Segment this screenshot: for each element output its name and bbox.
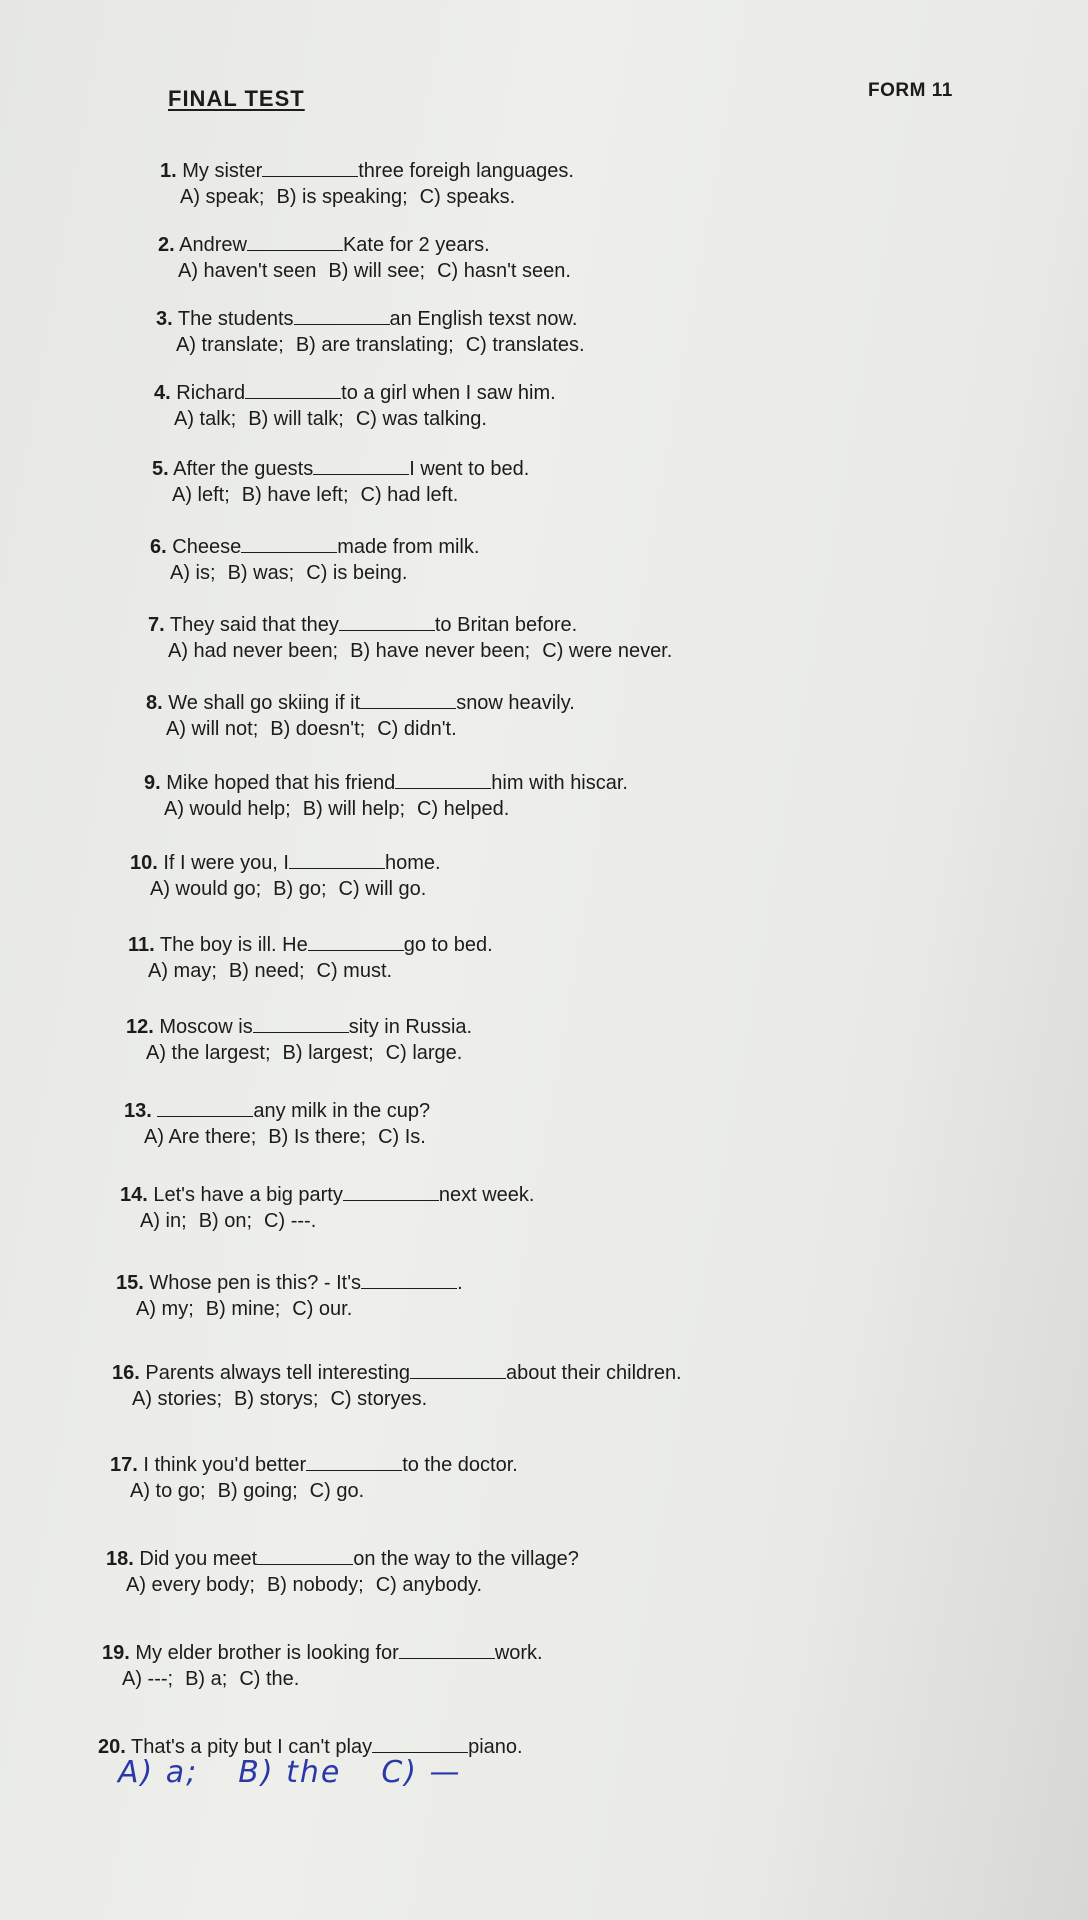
option-b[interactable]: B) mine; <box>205 1298 281 1320</box>
option-c[interactable]: C) hasn't seen. <box>437 260 571 282</box>
question-text-before: Richard <box>176 382 246 404</box>
question-number: 20. <box>98 1736 126 1758</box>
answer-blank[interactable] <box>399 1640 495 1659</box>
question-number: 12. <box>126 1016 154 1038</box>
answer-blank[interactable] <box>339 612 435 631</box>
question-text-after: work. <box>494 1642 543 1664</box>
option-c[interactable]: C) anybody. <box>375 1574 483 1596</box>
answer-blank[interactable] <box>157 1098 253 1117</box>
question-text-after: next week. <box>438 1184 535 1206</box>
option-a[interactable]: A) the largest; <box>146 1042 271 1064</box>
question-20 <box>98 1734 523 1790</box>
option-a[interactable]: A) Are there; <box>144 1126 257 1148</box>
question-number: 10. <box>130 852 158 874</box>
answer-blank[interactable] <box>395 770 491 789</box>
option-a[interactable]: A) is; <box>170 562 216 584</box>
question-text-before: We shall go skiing if it <box>168 692 361 714</box>
option-b[interactable]: B) will talk; <box>248 408 344 430</box>
option-b[interactable]: B) is speaking; <box>276 186 408 208</box>
option-a[interactable]: A) left; <box>172 484 230 506</box>
option-b[interactable]: B) going; <box>217 1480 298 1502</box>
option-c[interactable]: C) — <box>381 1755 462 1790</box>
question-8 <box>146 690 575 742</box>
option-c[interactable]: C) the. <box>239 1668 300 1690</box>
answer-blank[interactable] <box>360 690 456 709</box>
question-text-before: The boy is ill. He <box>159 934 308 956</box>
question-number: 16. <box>112 1362 140 1384</box>
option-b[interactable]: B) the <box>238 1755 342 1790</box>
option-c[interactable]: C) Is. <box>378 1126 426 1148</box>
question-2 <box>158 232 583 284</box>
question-text-before: Did you meet <box>139 1548 258 1570</box>
option-b[interactable]: B) will see; <box>328 260 426 282</box>
option-a[interactable]: A) my; <box>136 1298 194 1320</box>
question-text-after: sity in Russia. <box>348 1016 473 1038</box>
answer-blank[interactable] <box>294 306 390 325</box>
option-b[interactable]: B) largest; <box>282 1042 374 1064</box>
option-a[interactable]: A) every body; <box>126 1574 255 1596</box>
question-number: 13. <box>124 1100 152 1122</box>
answer-blank[interactable] <box>372 1734 468 1753</box>
option-a[interactable]: A) would help; <box>164 798 291 820</box>
option-b[interactable]: B) storys; <box>234 1388 319 1410</box>
question-text-before: That's a pity but I can't play <box>131 1736 373 1758</box>
question-text-after: him with hiscar. <box>491 772 628 794</box>
question-19 <box>102 1640 543 1692</box>
question-5 <box>152 456 529 508</box>
question-text-after: I went to bed. <box>409 458 530 480</box>
question-17 <box>110 1452 518 1504</box>
question-text-after: go to bed. <box>403 934 493 956</box>
option-c[interactable]: C) must. <box>316 960 393 982</box>
question-text-after: about their children. <box>505 1362 682 1384</box>
option-a[interactable]: A) talk; <box>174 408 237 430</box>
question-text-before: After the guests <box>173 458 314 480</box>
question-number: 18. <box>106 1548 134 1570</box>
option-a[interactable]: A) speak; <box>180 186 265 208</box>
question-text-before: The students <box>177 308 294 330</box>
option-c[interactable]: C) storyes. <box>330 1388 428 1410</box>
question-6 <box>150 534 479 586</box>
option-c[interactable]: C) large. <box>385 1042 463 1064</box>
answer-blank[interactable] <box>306 1452 402 1471</box>
question-text-before: If I were you, I <box>163 852 289 874</box>
question-12 <box>126 1014 474 1066</box>
handwritten-options <box>118 1755 523 1790</box>
option-b[interactable]: B) on; <box>198 1210 253 1232</box>
question-text-before: Parents always tell interesting <box>145 1362 410 1384</box>
option-c[interactable]: C) our. <box>292 1298 353 1320</box>
question-3 <box>156 306 597 358</box>
question-number: 17. <box>110 1454 138 1476</box>
question-text-after: on the way to the village? <box>353 1548 579 1570</box>
question-text-after: to Britan before. <box>434 614 578 636</box>
answer-blank[interactable] <box>247 232 343 251</box>
option-a[interactable]: A) haven't seen <box>178 260 317 282</box>
question-text-after: Kate for 2 years. <box>342 234 490 256</box>
question-text-before: My elder brother is looking for <box>135 1642 399 1664</box>
question-text-before: They said that they <box>169 614 339 636</box>
option-c[interactable]: C) translates. <box>465 334 585 356</box>
question-number: 3. <box>156 308 173 330</box>
option-a[interactable]: A) in; <box>140 1210 187 1232</box>
option-b[interactable]: B) go; <box>273 878 327 900</box>
option-b[interactable]: B) doesn't; <box>270 718 366 740</box>
question-number: 14. <box>120 1184 148 1206</box>
question-number: 1. <box>160 160 177 182</box>
question-text-before: I think you'd better <box>143 1454 307 1476</box>
option-b[interactable]: B) a; <box>185 1668 228 1690</box>
option-a[interactable]: A) will not; <box>166 718 259 740</box>
option-c[interactable]: C) were never. <box>542 640 673 662</box>
question-number: 11. <box>128 934 155 956</box>
answer-blank[interactable] <box>262 158 358 177</box>
option-a[interactable]: A) would go; <box>150 878 262 900</box>
option-b[interactable]: B) have never been; <box>350 640 531 662</box>
option-a[interactable]: A) a; <box>118 1755 199 1790</box>
question-text-after: made from milk. <box>337 536 480 558</box>
question-number: 8. <box>146 692 163 714</box>
question-18 <box>106 1546 579 1598</box>
question-text-after: . <box>457 1272 463 1294</box>
option-c[interactable]: C) didn't. <box>377 718 457 740</box>
answer-blank[interactable] <box>253 1014 349 1033</box>
question-number: 6. <box>150 536 167 558</box>
question-text-before: My sister <box>182 160 263 182</box>
question-text-after: three foreigh languages. <box>358 160 574 182</box>
option-a[interactable]: A) ---; <box>122 1668 174 1690</box>
option-a[interactable]: A) to go; <box>130 1480 206 1502</box>
option-b[interactable]: B) will help; <box>302 798 406 820</box>
question-number: 19. <box>102 1642 130 1664</box>
form-label: FORM 11 <box>868 80 953 101</box>
answer-blank[interactable] <box>313 456 409 475</box>
question-text-after: any milk in the cup? <box>253 1100 431 1122</box>
option-c[interactable]: C) is being. <box>306 562 408 584</box>
question-text-before: Let's have a big party <box>153 1184 343 1206</box>
question-text-after: to a girl when I saw him. <box>341 382 556 404</box>
question-number: 15. <box>116 1272 144 1294</box>
question-text-before: Cheese <box>172 536 242 558</box>
option-c[interactable]: C) speaks. <box>419 186 516 208</box>
option-b[interactable]: B) was; <box>227 562 295 584</box>
option-c[interactable]: C) was talking. <box>355 408 487 430</box>
answer-blank[interactable] <box>289 850 385 869</box>
question-number: 2. <box>158 234 175 256</box>
question-text-before: Andrew <box>179 234 247 256</box>
question-9 <box>144 770 628 822</box>
question-text-after: an English texst now. <box>389 308 578 330</box>
option-c[interactable]: C) had left. <box>360 484 459 506</box>
answer-blank[interactable] <box>257 1546 353 1565</box>
question-number: 5. <box>152 458 169 480</box>
option-a[interactable]: A) translate; <box>176 334 284 356</box>
question-13 <box>124 1098 438 1150</box>
answer-blank[interactable] <box>361 1270 457 1289</box>
question-text-after: snow heavily. <box>456 692 575 714</box>
question-10 <box>130 850 441 902</box>
question-number: 7. <box>148 614 165 636</box>
question-text-before: Mike hoped that his friend <box>166 772 396 794</box>
option-c[interactable]: C) ---. <box>264 1210 317 1232</box>
question-14 <box>120 1182 534 1234</box>
answer-blank[interactable] <box>245 380 341 399</box>
answer-blank[interactable] <box>343 1182 439 1201</box>
option-a[interactable]: A) stories; <box>132 1388 223 1410</box>
test-title: FINAL TEST <box>168 86 305 111</box>
question-11 <box>128 932 493 984</box>
answer-blank[interactable] <box>410 1360 506 1379</box>
option-b[interactable]: B) need; <box>228 960 305 982</box>
option-b[interactable]: B) nobody; <box>266 1574 364 1596</box>
question-text-before: Moscow is <box>159 1016 253 1038</box>
question-text-after: home. <box>384 852 441 874</box>
option-b[interactable]: B) Is there; <box>268 1126 367 1148</box>
question-text-after: piano. <box>468 1736 523 1758</box>
question-15 <box>116 1270 463 1322</box>
question-1 <box>160 158 574 210</box>
question-number: 4. <box>154 382 171 404</box>
option-b[interactable]: B) have left; <box>241 484 349 506</box>
option-c[interactable]: C) helped. <box>417 798 510 820</box>
question-16 <box>112 1360 682 1412</box>
option-a[interactable]: A) had never been; <box>168 640 339 662</box>
question-number: 9. <box>144 772 161 794</box>
question-text-after: to the doctor. <box>402 1454 518 1476</box>
question-7 <box>148 612 684 664</box>
option-b[interactable]: B) are translating; <box>295 334 454 356</box>
question-text-before: Whose pen is this? - It's <box>149 1272 362 1294</box>
answer-blank[interactable] <box>241 534 337 553</box>
question-4 <box>154 380 556 432</box>
answer-blank[interactable] <box>308 932 404 951</box>
option-c[interactable]: C) will go. <box>338 878 427 900</box>
option-a[interactable]: A) may; <box>148 960 217 982</box>
option-c[interactable]: C) go. <box>309 1480 365 1502</box>
